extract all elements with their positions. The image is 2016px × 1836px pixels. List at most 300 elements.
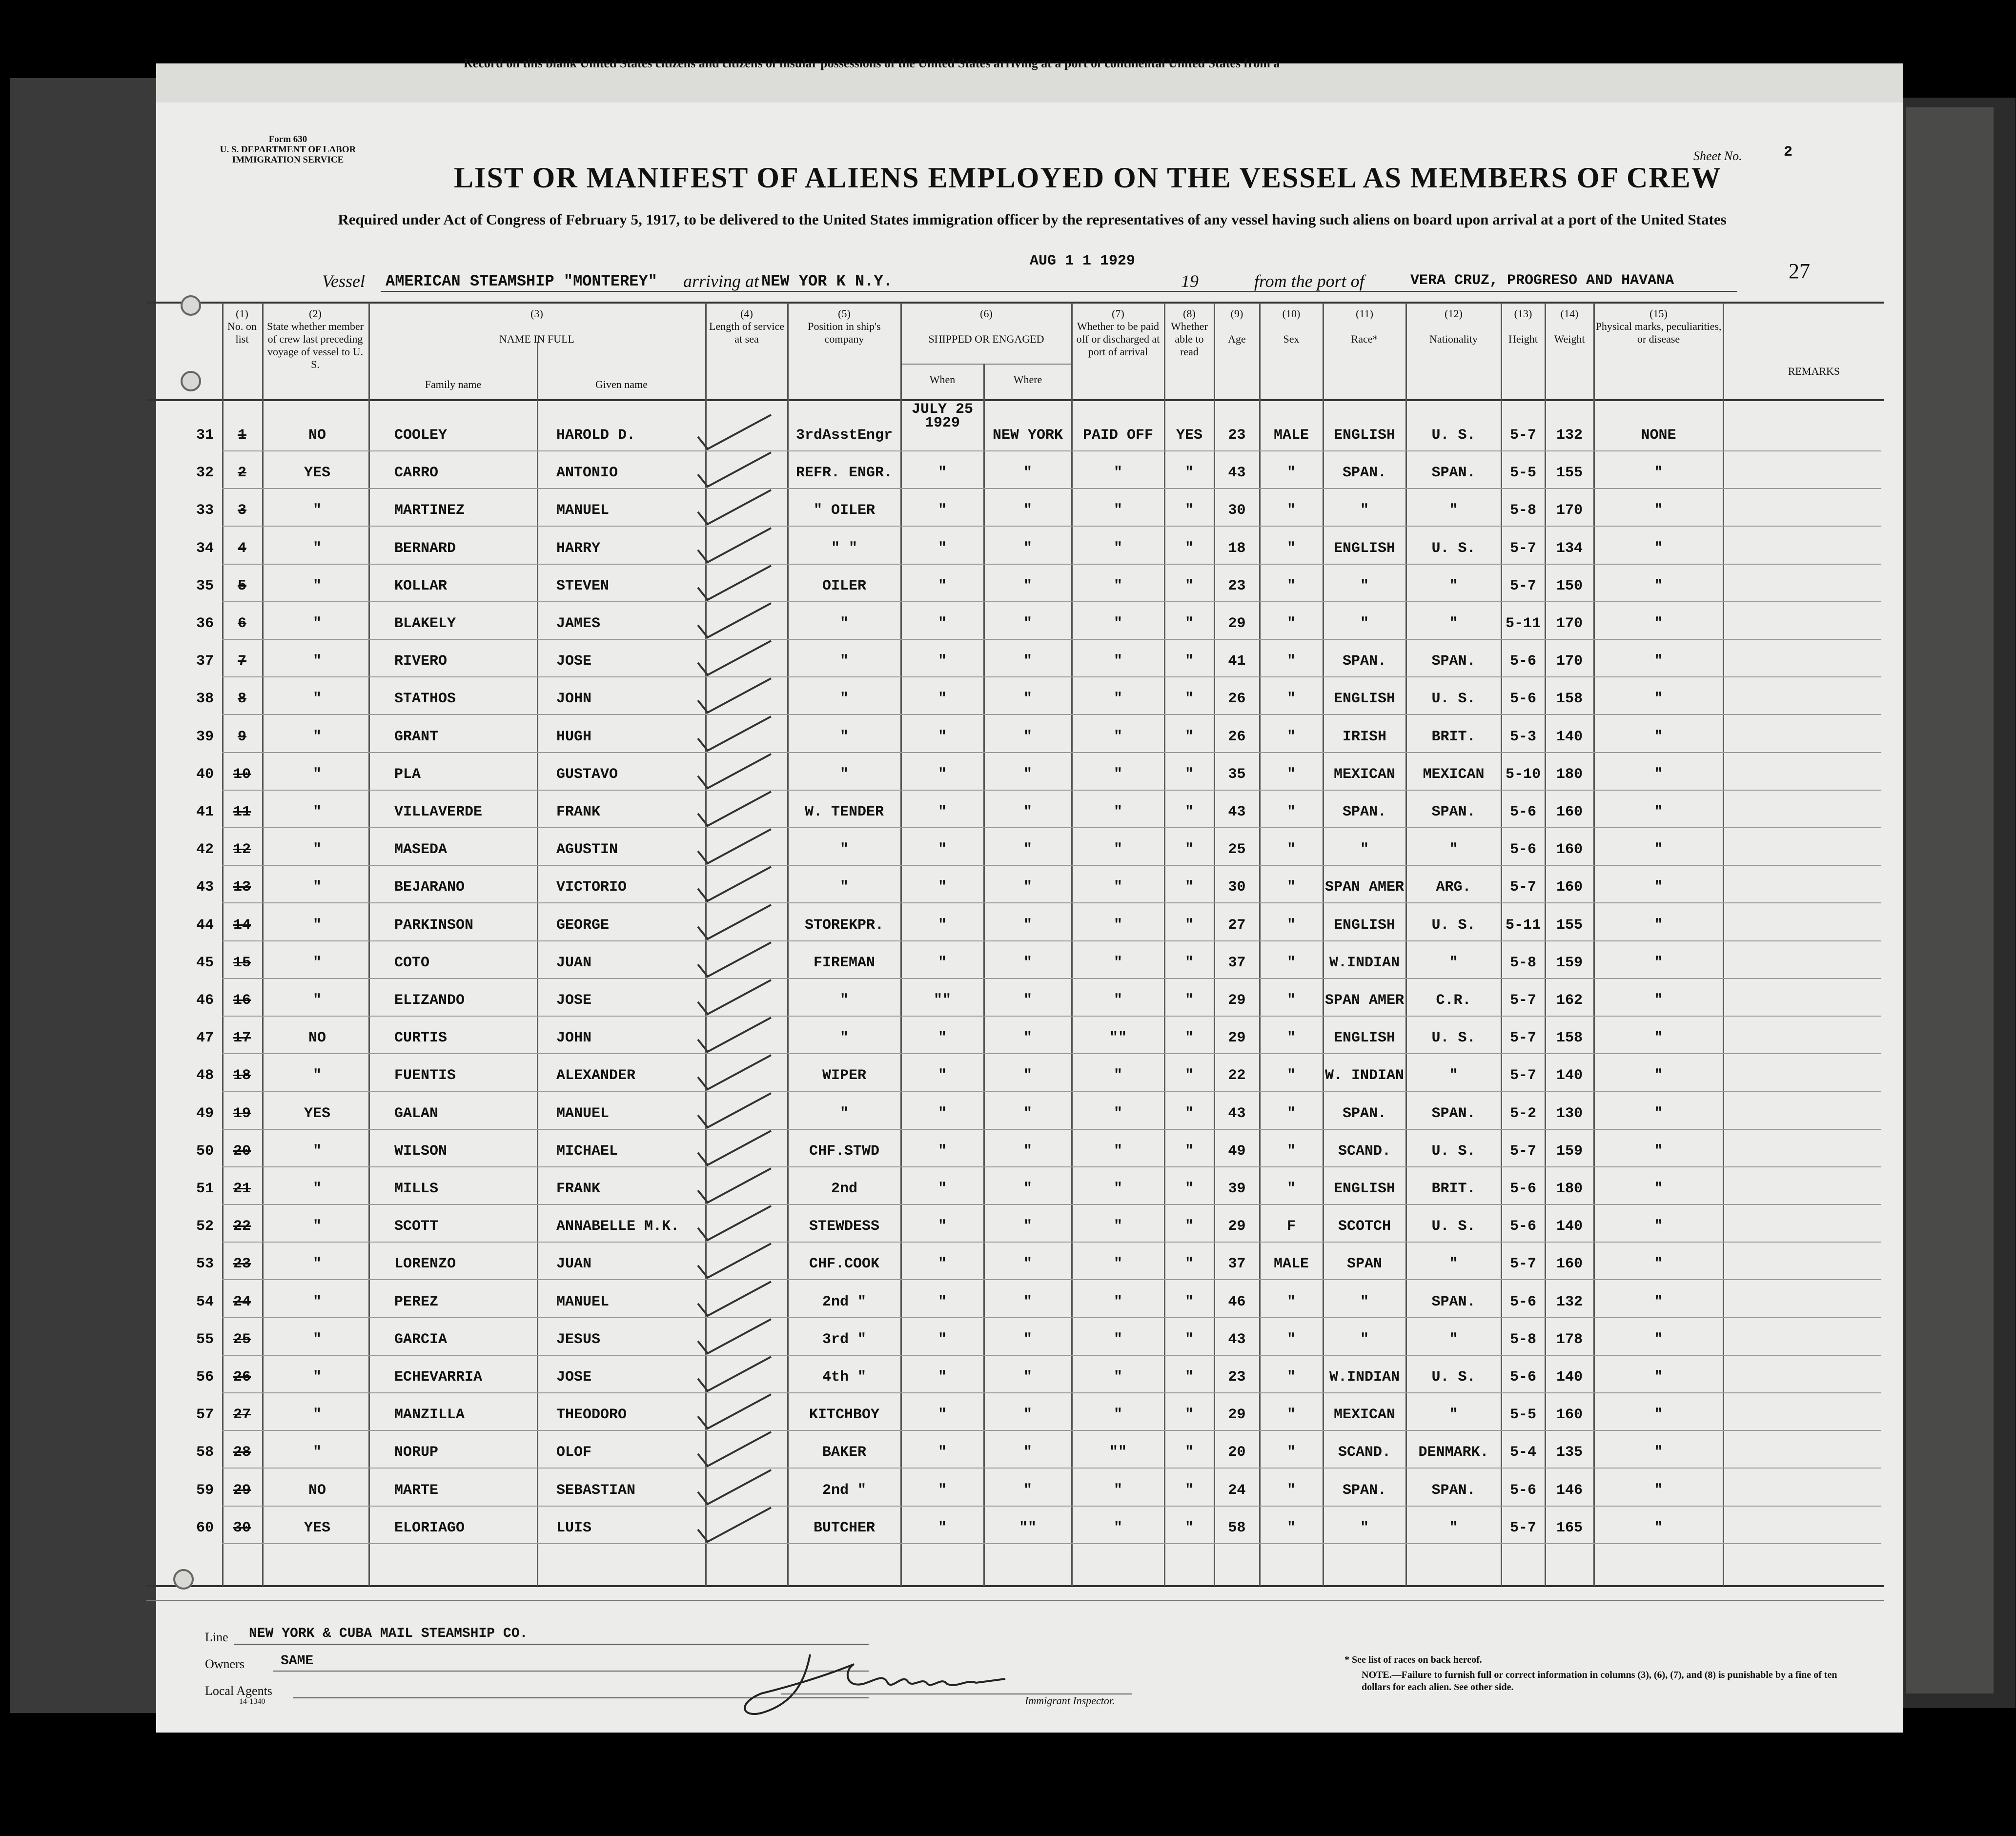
cell-age: 41 (1228, 653, 1246, 670)
cell-weight: 165 (1556, 1520, 1583, 1536)
cell-height: 5-6 (1509, 1181, 1536, 1197)
table-bottom-border (146, 1585, 1884, 1587)
table-top-border (146, 302, 1884, 304)
col-header-weight: (14) Weight (1554, 307, 1585, 345)
cell-no: 21 (233, 1181, 251, 1197)
inspector-label: Immigrant Inspector. (1025, 1694, 1115, 1707)
cell-line: 56 (196, 1369, 214, 1386)
row-rule (222, 1053, 1881, 1054)
cell-prev: " (312, 917, 322, 934)
cell-no: 16 (233, 992, 251, 1009)
cell-height: 5-6 (1509, 1218, 1536, 1235)
cell-position: " (839, 879, 849, 896)
cell-height: 5-7 (1509, 1030, 1536, 1046)
cell-where: " (1023, 841, 1032, 858)
cell-given: SEBASTIAN (556, 1482, 636, 1499)
cell-sex: " (1286, 1444, 1296, 1461)
cell-race: ENGLISH (1333, 691, 1396, 707)
cell-where: " (1023, 992, 1032, 1009)
cell-paid: " (1113, 615, 1122, 632)
cell-no: 3 (237, 502, 246, 519)
cell-position: BUTCHER (813, 1520, 876, 1536)
cell-position: 3rdAsstEngr (795, 427, 893, 444)
cell-family: CARRO (394, 465, 439, 481)
cell-sex: " (1286, 1520, 1296, 1536)
cell-paid: " (1113, 879, 1122, 896)
cell-read: " (1184, 955, 1194, 971)
subtitle: Required under Act of Congress of February 5, 1917, to be delivered to the United States immigration officer by the representatives of any vessel having such aliens on board upon arrival at a port of the United States (338, 211, 1727, 228)
cell-family: GARCIA (394, 1331, 448, 1348)
service-checkmark (693, 1239, 776, 1283)
cell-weight: 150 (1556, 578, 1583, 594)
cell-no: 5 (237, 578, 246, 594)
cell-marks: " (1654, 1143, 1663, 1160)
cell-prev: " (312, 841, 322, 858)
cell-paid: " (1113, 1256, 1122, 1272)
cell-no: 1 (237, 427, 246, 444)
row-rule (222, 1355, 1881, 1356)
service-checkmark (693, 1427, 776, 1471)
punch-hole (181, 295, 201, 316)
cell-marks: " (1654, 841, 1663, 858)
cell-family: ELORIAGO (394, 1520, 465, 1536)
cell-no: 7 (237, 653, 246, 670)
from-label: from the port of (1254, 271, 1364, 291)
cell-race: MEXICAN (1333, 766, 1396, 783)
cell-line: 45 (196, 955, 214, 971)
col-rule-8 (1164, 303, 1165, 1586)
cell-family: WILSON (394, 1143, 448, 1160)
cell-nat: " (1449, 1407, 1458, 1423)
cell-prev: " (312, 1407, 322, 1423)
cell-weight: 135 (1556, 1444, 1583, 1461)
cell-prev: " (312, 729, 322, 745)
from-port: VERA CRUZ, PROGRESO AND HAVANA (1410, 272, 1674, 289)
cell-nat: DENMARK. (1418, 1444, 1489, 1461)
cell-where: " (1023, 540, 1032, 557)
cell-race: SPAN. (1342, 1105, 1386, 1122)
cell-line: 44 (196, 917, 214, 934)
col-rule-12 (1405, 303, 1407, 1586)
cell-height: 5-6 (1509, 1294, 1536, 1310)
row-rule (222, 1129, 1881, 1130)
cell-race: SPAN. (1342, 653, 1386, 670)
cell-sex: " (1286, 955, 1296, 971)
cell-sex: " (1286, 578, 1296, 594)
col-header-marks: (15) Physical marks, peculiarities, or disease (1595, 307, 1722, 345)
cell-given: JAMES (556, 615, 601, 632)
cell-read: " (1184, 1256, 1194, 1272)
cell-weight: 130 (1556, 1105, 1583, 1122)
row-rule (222, 752, 1881, 753)
cell-prev: " (312, 879, 322, 896)
cell-when: JULY 25 1929 (911, 401, 974, 431)
cell-nat: ARG. (1436, 879, 1471, 896)
cell-nat: SPAN. (1431, 1482, 1476, 1499)
row-rule (222, 1543, 1881, 1544)
cell-height: 5-5 (1509, 465, 1536, 481)
cell-age: 24 (1228, 1482, 1246, 1499)
cell-height: 5-7 (1509, 1520, 1536, 1536)
cell-position: OILER (822, 578, 866, 594)
service-checkmark (693, 485, 776, 529)
cell-race: W.INDIAN (1329, 955, 1400, 971)
cell-given: GUSTAVO (556, 766, 618, 783)
cell-when: " (937, 1218, 947, 1235)
vessel-underline (381, 291, 1737, 292)
cell-when: " (937, 804, 947, 820)
cell-read: YES (1176, 427, 1202, 444)
cell-given: JOHN (556, 1030, 592, 1046)
row-rule (222, 1204, 1881, 1205)
cell-marks: NONE (1641, 427, 1676, 444)
cell-age: 30 (1228, 502, 1246, 519)
cell-marks: " (1654, 1369, 1663, 1386)
cell-paid: " (1113, 1105, 1122, 1122)
cell-position: BAKER (822, 1444, 866, 1461)
cell-height: 5-6 (1509, 1369, 1536, 1386)
cell-race: SPAN AMER (1324, 879, 1405, 896)
cell-age: 29 (1228, 992, 1246, 1009)
cell-paid: " (1113, 917, 1122, 934)
cell-where: " (1023, 1444, 1032, 1461)
col-header-race: (11) Race* (1351, 307, 1378, 345)
cell-read: " (1184, 691, 1194, 707)
row-rule (222, 902, 1881, 903)
cell-where: NEW YORK (992, 427, 1063, 444)
cell-family: ELIZANDO (394, 992, 465, 1009)
cell-race: SPAN. (1342, 804, 1386, 820)
cell-no: 20 (233, 1143, 251, 1160)
cell-sex: " (1286, 691, 1296, 707)
cell-paid: " (1113, 1331, 1122, 1348)
cell-weight: 158 (1556, 1030, 1583, 1046)
col-rule-11 (1323, 303, 1324, 1586)
cell-no: 12 (233, 841, 251, 858)
cell-paid: " (1113, 502, 1122, 519)
cell-read: " (1184, 502, 1194, 519)
cell-nat: U. S. (1431, 540, 1476, 557)
cell-marks: " (1654, 917, 1663, 934)
cell-when: " (937, 1369, 947, 1386)
cell-race: " (1360, 1294, 1369, 1310)
cell-where: " (1023, 1294, 1032, 1310)
penalty-note: NOTE.—Failure to furnish full or correct information in columns (3), (6), (7), and (8) is punishable by a fine of ten dollars for each alien. See other side. (1362, 1670, 1837, 1693)
cell-where: " (1023, 1030, 1032, 1046)
cell-no: 26 (233, 1369, 251, 1386)
cell-height: 5-6 (1509, 1482, 1536, 1499)
sheet-label: Sheet No. (1693, 149, 1742, 163)
cell-nat: SPAN. (1431, 804, 1476, 820)
cell-line: 37 (196, 653, 214, 670)
cell-line: 41 (196, 804, 214, 820)
col-rule-3 (368, 303, 370, 1586)
cell-where: " (1023, 729, 1032, 745)
cell-where: " (1023, 766, 1032, 783)
cell-no: 22 (233, 1218, 251, 1235)
col-header-when: When (929, 373, 956, 386)
cell-line: 53 (196, 1256, 214, 1272)
cell-prev: " (312, 1294, 322, 1310)
cell-position: WIPER (822, 1067, 866, 1084)
cell-family: PEREZ (394, 1294, 439, 1310)
cell-position: " (839, 1030, 849, 1046)
service-checkmark (693, 1503, 776, 1547)
cell-no: 8 (237, 691, 246, 707)
cell-marks: " (1654, 766, 1663, 783)
cell-race: SCAND. (1338, 1143, 1391, 1160)
arriving-label: arriving at (683, 271, 759, 291)
cell-position: CHF.STWD (809, 1143, 880, 1160)
col-rule-7 (1071, 303, 1073, 1586)
cell-where: " (1023, 955, 1032, 971)
cell-line: 48 (196, 1067, 214, 1084)
row-rule (222, 1392, 1881, 1393)
cell-paid: PAID OFF (1082, 427, 1154, 444)
cell-prev: " (312, 1444, 322, 1461)
cell-marks: " (1654, 1218, 1663, 1235)
cell-age: 29 (1228, 1218, 1246, 1235)
inspector-rule (781, 1693, 1132, 1694)
row-rule (222, 1317, 1881, 1318)
punch-hole (181, 371, 201, 391)
cell-weight: 170 (1556, 502, 1583, 519)
cell-nat: " (1449, 1331, 1458, 1348)
cell-nat: " (1449, 955, 1458, 971)
cell-when: " (937, 1407, 947, 1423)
year-label: 19 (1181, 271, 1199, 291)
cell-no: 28 (233, 1444, 251, 1461)
row-rule (222, 790, 1881, 791)
page-title: LIST OR MANIFEST OF ALIENS EMPLOYED ON THE VESSEL AS MEMBERS OF CREW (454, 162, 1722, 194)
cell-age: 58 (1228, 1520, 1246, 1536)
cell-when: " (937, 1482, 947, 1499)
cell-read: " (1184, 1331, 1194, 1348)
cell-line: 49 (196, 1105, 214, 1122)
header-subrule (900, 364, 1071, 365)
cell-prev: YES (304, 1105, 330, 1122)
cell-line: 40 (196, 766, 214, 783)
cell-position: W. TENDER (804, 804, 884, 820)
cell-position: REFR. ENGR. (795, 465, 893, 481)
cell-race: SCAND. (1338, 1444, 1391, 1461)
cell-race: ENGLISH (1333, 917, 1396, 934)
cell-age: 43 (1228, 1105, 1246, 1122)
cell-weight: 162 (1556, 992, 1583, 1009)
row-rule (222, 978, 1881, 979)
col-rule-2 (262, 303, 264, 1586)
cell-age: 37 (1228, 1256, 1246, 1272)
cell-race: " (1360, 502, 1369, 519)
cell-no: 19 (233, 1105, 251, 1122)
cell-where: " (1023, 1256, 1032, 1272)
row-rule (222, 1506, 1881, 1507)
row-rule (222, 1279, 1881, 1280)
cell-age: 20 (1228, 1444, 1246, 1461)
form-label: Form 630 U. S. DEPARTMENT OF LABOR IMMIGRATION SERVICE (220, 134, 356, 165)
cell-position: " OILER (813, 502, 876, 519)
cell-read: " (1184, 1369, 1194, 1386)
col-header-previous-voyage: (2) State whether member of crew last preceding voyage of vessel to U. S. (267, 307, 364, 370)
cell-read: " (1184, 729, 1194, 745)
cell-height: 5-6 (1509, 804, 1536, 820)
table-header-bottom (146, 399, 1884, 401)
cell-line: 39 (196, 729, 214, 745)
cell-weight: 140 (1556, 1369, 1583, 1386)
cell-position: " (839, 615, 849, 632)
row-rule (222, 488, 1881, 489)
cell-position: 2nd " (822, 1482, 866, 1499)
cell-line: 54 (196, 1294, 214, 1310)
cell-sex: " (1286, 1294, 1296, 1310)
cell-family: RIVERO (394, 653, 448, 670)
cell-family: CURTIS (394, 1030, 448, 1046)
cell-read: " (1184, 1067, 1194, 1084)
cell-read: " (1184, 879, 1194, 896)
cell-weight: 160 (1556, 1407, 1583, 1423)
cell-position: 3rd " (822, 1331, 866, 1348)
cell-sex: " (1286, 841, 1296, 858)
cell-weight: 158 (1556, 691, 1583, 707)
cell-paid: " (1113, 766, 1122, 783)
cell-marks: " (1654, 578, 1663, 594)
cell-weight: 140 (1556, 1218, 1583, 1235)
cell-paid: " (1113, 1294, 1122, 1310)
cell-family: COOLEY (394, 427, 448, 444)
cell-race: W.INDIAN (1329, 1369, 1400, 1386)
cell-marks: " (1654, 879, 1663, 896)
row-rule (222, 564, 1881, 565)
cell-given: LUIS (556, 1520, 592, 1536)
cell-nat: " (1449, 578, 1458, 594)
cell-family: MASEDA (394, 841, 448, 858)
cell-paid: " (1113, 540, 1122, 557)
cell-age: 37 (1228, 955, 1246, 971)
col-header-family-name: Family name (425, 378, 482, 390)
cell-prev: " (312, 1331, 322, 1348)
cell-given: JUAN (556, 1256, 592, 1272)
cell-weight: 180 (1556, 1181, 1583, 1197)
cell-weight: 155 (1556, 465, 1583, 481)
cell-given: JOSE (556, 1369, 592, 1386)
cell-given: HUGH (556, 729, 592, 745)
cell-sex: " (1286, 804, 1296, 820)
cell-read: " (1184, 578, 1194, 594)
cell-line: 33 (196, 502, 214, 519)
cell-weight: 160 (1556, 841, 1583, 858)
cell-where: " (1023, 1218, 1032, 1235)
cell-nat: SPAN. (1431, 465, 1476, 481)
cell-when: " (937, 729, 947, 745)
cell-read: " (1184, 841, 1194, 858)
row-rule (222, 676, 1881, 677)
cell-race: ENGLISH (1333, 1030, 1396, 1046)
cell-no: 10 (233, 766, 251, 783)
cell-where: " (1023, 1407, 1032, 1423)
cell-sex: " (1286, 653, 1296, 670)
cell-no: 30 (233, 1520, 251, 1536)
cell-sex: " (1286, 1105, 1296, 1122)
cell-paid: " (1113, 1482, 1122, 1499)
cell-age: 35 (1228, 766, 1246, 783)
cell-read: " (1184, 917, 1194, 934)
cell-age: 22 (1228, 1067, 1246, 1084)
cell-read: " (1184, 1407, 1194, 1423)
cell-no: 13 (233, 879, 251, 896)
cell-prev: " (312, 578, 322, 594)
cell-paid: " (1113, 841, 1122, 858)
cell-read: " (1184, 1520, 1194, 1536)
cell-weight: 140 (1556, 729, 1583, 745)
cell-age: 26 (1228, 691, 1246, 707)
cell-no: 27 (233, 1407, 251, 1423)
cell-age: 46 (1228, 1294, 1246, 1310)
cell-age: 30 (1228, 879, 1246, 896)
cell-age: 27 (1228, 917, 1246, 934)
cell-read: " (1184, 992, 1194, 1009)
cell-position: 2nd " (822, 1294, 866, 1310)
cell-when: " (937, 1444, 947, 1461)
cell-position: " (839, 729, 849, 745)
cell-position: FIREMAN (813, 955, 876, 971)
cell-age: 43 (1228, 804, 1246, 820)
cell-given: JOSE (556, 653, 592, 670)
cell-family: MANZILLA (394, 1407, 465, 1423)
cell-given: HAROLD D. (556, 427, 636, 444)
cell-height: 5-6 (1509, 691, 1536, 707)
cell-position: " " (831, 540, 857, 557)
cell-marks: " (1654, 1067, 1663, 1084)
cell-race: SCOTCH (1338, 1218, 1391, 1235)
cell-line: 52 (196, 1218, 214, 1235)
cell-marks: " (1654, 1407, 1663, 1423)
cell-marks: " (1654, 729, 1663, 745)
cell-paid: " (1113, 1520, 1122, 1536)
row-rule (222, 1016, 1881, 1017)
cell-sex: " (1286, 502, 1296, 519)
cell-height: 5-5 (1509, 1407, 1536, 1423)
cell-weight: 132 (1556, 427, 1583, 444)
cell-family: STATHOS (394, 691, 456, 707)
col-header-service: (4) Length of service at sea (709, 307, 784, 345)
service-checkmark (693, 1050, 776, 1094)
cell-weight: 170 (1556, 653, 1583, 670)
cell-age: 26 (1228, 729, 1246, 745)
cell-height: 5-7 (1509, 879, 1536, 896)
cell-height: 5-7 (1509, 1067, 1536, 1084)
cell-nat: SPAN. (1431, 1105, 1476, 1122)
cell-nat: " (1449, 1256, 1458, 1272)
cell-when: " (937, 653, 947, 670)
cell-age: 29 (1228, 1407, 1246, 1423)
row-rule (222, 450, 1881, 451)
col-rule-5 (787, 303, 789, 1586)
row-rule (222, 865, 1881, 866)
cell-prev: " (312, 1067, 322, 1084)
cell-marks: " (1654, 1331, 1663, 1348)
cell-family: BLAKELY (394, 615, 456, 632)
cell-read: " (1184, 1181, 1194, 1197)
left-background-edge (10, 78, 156, 1713)
cell-line: 55 (196, 1331, 214, 1348)
col-header-name: (3) NAME IN FULL (499, 307, 574, 345)
cell-sex: " (1286, 1143, 1296, 1160)
row-rule (222, 1091, 1881, 1092)
cell-position: " (839, 992, 849, 1009)
cell-sex: " (1286, 729, 1296, 745)
col-header-no: (1) No. on list (227, 307, 257, 345)
cell-prev: " (312, 502, 322, 519)
